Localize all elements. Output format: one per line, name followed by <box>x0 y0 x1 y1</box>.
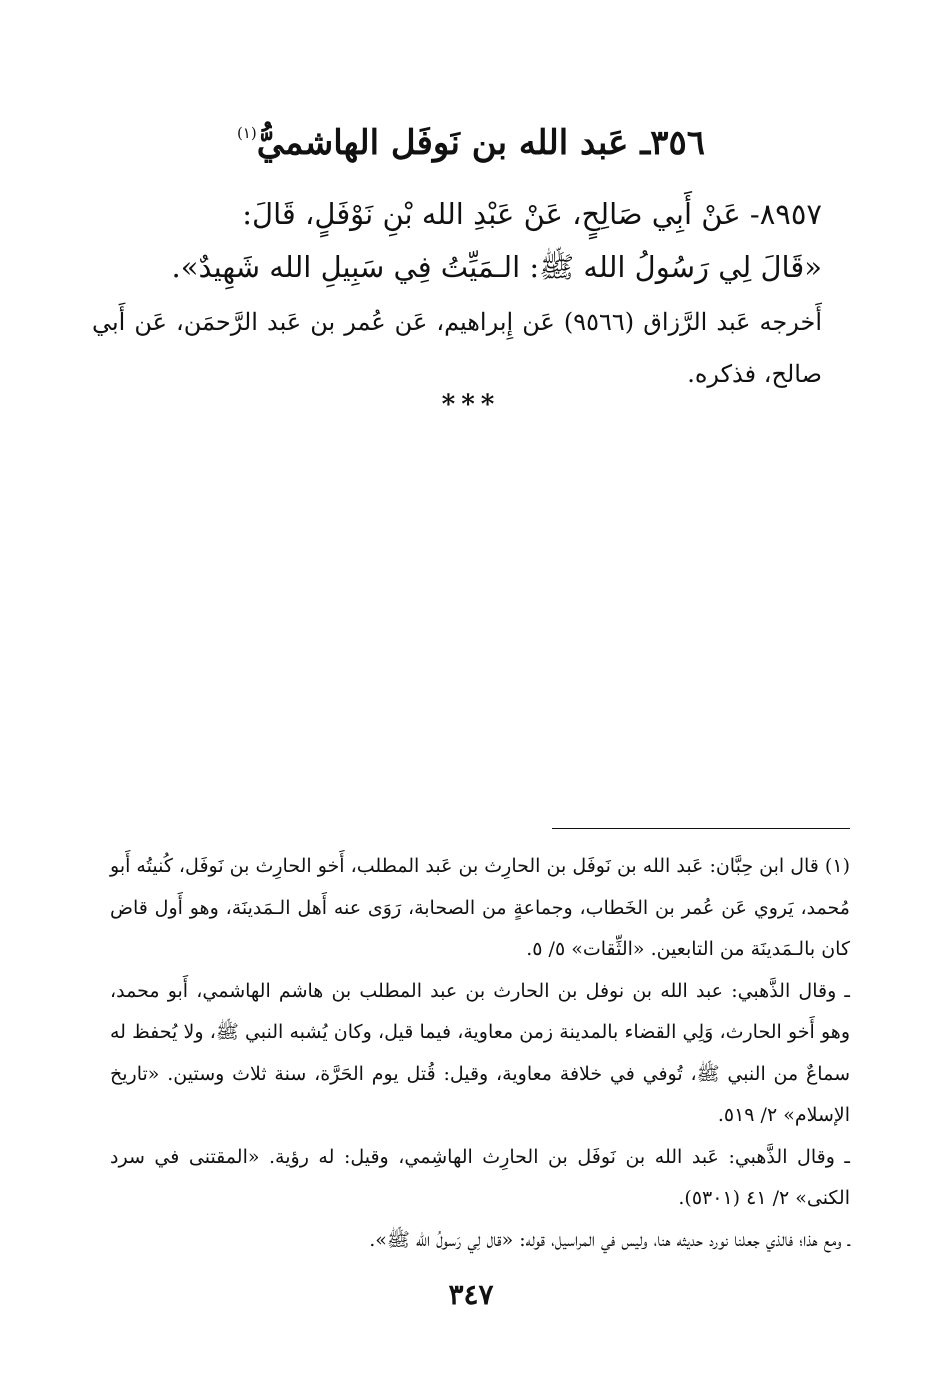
footnotes-block <box>110 846 850 1261</box>
footnote-4: ـ ومع هذا؛ فالذي جعلنا نورد حديثه هنا، وليس في المراسيل، قوله: «قال لِي رَسولُ الله ﷺ». <box>369 1228 850 1251</box>
hadith-text <box>112 188 822 294</box>
footnote-divider <box>552 828 850 829</box>
footnote-1: (١) قال ابن حِبَّان: عَبد الله بن نَوفَل بن الحارِث بن عَبد المطلب، أَخو الحارِث بن نَوفَل، كُنيتُه أَبو مُحمد، يَروي عَن عُمر بن الخَطاب، وجماعةٍ من الصحابة، رَوَى عنه أَهل الـمَدينَة، وهو أَول قاض كان بالـمَدينَة من التابعين. «الثِّقات» ٥/ ٥. <box>110 855 850 960</box>
page-number: ٣٤٧ <box>448 1278 494 1311</box>
section-separator: *** <box>441 390 501 420</box>
takhrij-paragraph: أَخرجه عَبد الرَّزاق (٩٥٦٦) عَن إِبراهيم، عَن عُمر بن عَبد الرَّحمَن، عَن أَبي صالح، فذكره. <box>92 308 822 388</box>
hadith-matn: «قَالَ لِي رَسُولُ الله ﷺ: الـمَيِّتُ فِي سَبِيلِ الله شَهِيدٌ». <box>171 250 822 284</box>
chapter-title <box>0 108 942 168</box>
footnote-2: ـ وقال الذَّهبي: عبد الله بن نوفل بن الحارث بن عبد المطلب بن هاشم الهاشمي، أَبو محمد، وهو أَخو الحارث، وَلِي القضاء بالمدينة زمن معاوية، فيما قيل، وكان يُشبه النبي ﷺ، ولا يُحفظ له سماعٌ من النبي ﷺ، تُوفي في خلافة معاوية، وقيل: قُتل يوم الحَرَّة، سنة ثلاث وستين. «تاريخ الإسلام» ٢/ ٥١٩. <box>110 979 850 1126</box>
footnote-3: ـ وقال الذَّهبي: عَبد الله بن نَوفَل بن الحارِث الهاشِمي، وقيل: له رؤية. «المقتنى في سرد الكنى» ٢/ ٤١ (٥٣٠١). <box>110 1145 850 1209</box>
footnote-marker[interactable]: (١) <box>236 124 257 142</box>
chapter-title-text: ٣٥٦ـ عَبد الله بن نَوفَل الهاشميُّ <box>256 123 706 163</box>
hadith-isnad: ٨٩٥٧- عَنْ أَبِي صَالِحٍ، عَنْ عَبْدِ الله بْنِ نَوْفَلٍ، قَالَ: <box>242 197 822 231</box>
